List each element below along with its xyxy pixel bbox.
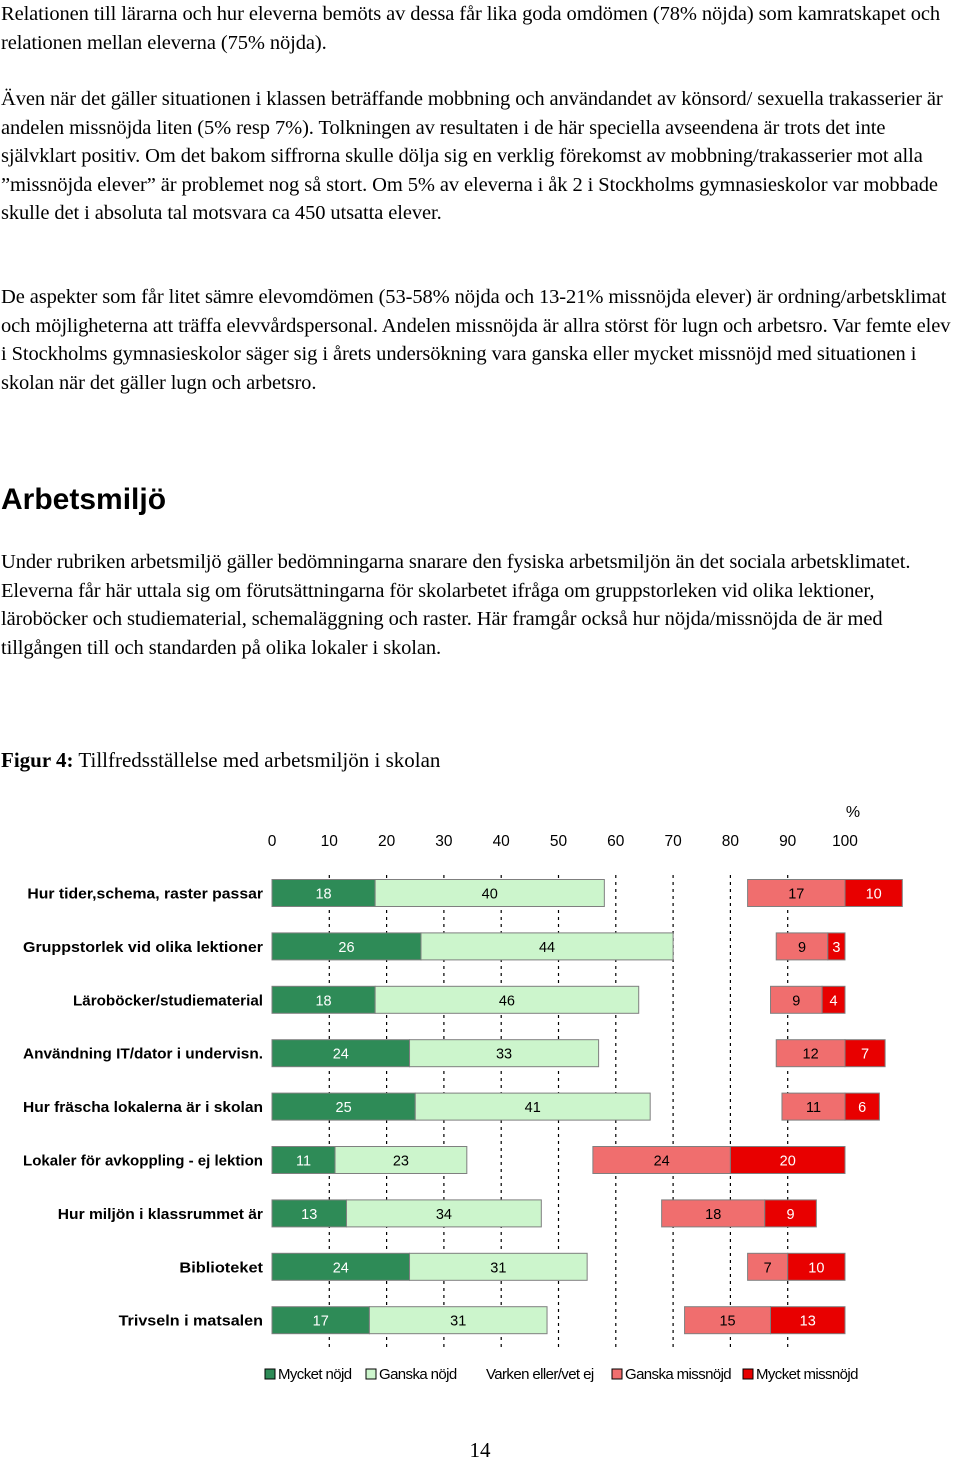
bar-data-label: 18 bbox=[705, 1206, 722, 1223]
legend-label: Varken eller/vet ej bbox=[486, 1366, 594, 1383]
bar-data-label: 15 bbox=[719, 1313, 736, 1330]
x-tick-label: 30 bbox=[435, 833, 453, 850]
chart-x-tick-labels bbox=[268, 804, 860, 850]
category-label: Användning IT/dator i undervisn. bbox=[23, 1045, 263, 1063]
bar-data-label: 24 bbox=[653, 1153, 670, 1170]
bar-data-label: 33 bbox=[495, 1046, 513, 1063]
bar-data-label: 17 bbox=[788, 886, 805, 903]
x-tick-label: 60 bbox=[607, 833, 625, 850]
legend-swatch bbox=[612, 1369, 622, 1379]
satisfaction-chart bbox=[0, 795, 960, 1410]
figure-title: Tillfredsställelse med arbetsmiljön i skolan bbox=[78, 748, 441, 772]
bar-data-label: 20 bbox=[779, 1153, 796, 1170]
legend-swatch bbox=[743, 1369, 753, 1379]
legend-label: Ganska missnöjd bbox=[625, 1366, 732, 1383]
bar-data-label: 24 bbox=[332, 1046, 349, 1063]
bar-data-label: 9 bbox=[797, 939, 807, 956]
chart-legend bbox=[265, 1366, 858, 1383]
bar-data-label: 17 bbox=[312, 1313, 329, 1330]
bar-data-label: 12 bbox=[802, 1046, 819, 1063]
bar-data-label: 26 bbox=[338, 939, 355, 956]
bar-data-label: 7 bbox=[861, 1046, 870, 1063]
legend-label: Ganska nöjd bbox=[379, 1366, 457, 1383]
bar-data-label: 25 bbox=[335, 1100, 352, 1117]
figure-caption bbox=[1, 745, 440, 775]
category-label: Hur fräscha lokalerna är i skolan bbox=[23, 1099, 263, 1117]
bar-data-label: 24 bbox=[332, 1260, 349, 1277]
bar-data-label: 10 bbox=[865, 886, 882, 903]
bar-data-label: 44 bbox=[538, 939, 556, 956]
category-label: Biblioteket bbox=[179, 1259, 263, 1277]
bar-data-label: 41 bbox=[524, 1100, 541, 1117]
x-tick-label: 80 bbox=[721, 833, 740, 850]
bar-data-label: 7 bbox=[763, 1260, 772, 1277]
category-label: Läroböcker/studiematerial bbox=[73, 992, 263, 1010]
legend-label: Mycket missnöjd bbox=[756, 1366, 858, 1383]
bar-data-label: 4 bbox=[829, 993, 838, 1010]
figure-label: Figur 4: bbox=[1, 748, 74, 772]
aspekter-paragraph: De aspekter som får litet sämre elevomdömen (53-58% nöjda och 13-21% missnöjda elever) är ordning/arbetsklimat och möjligheterna att träffa elevvårdspersonal. Andelen missnöjda är allra störst för lugn och arbetsro. Var femte elev i Stockholms gymnasieskolor säger sig i årets undersökning vara ganska eller mycket missnöjd med situationen i skolan när det gäller lugn och arbetsro. bbox=[1, 286, 951, 394]
bar-data-label: 3 bbox=[832, 939, 841, 956]
legend-swatch bbox=[265, 1369, 275, 1379]
bar-data-label: 46 bbox=[498, 993, 516, 1010]
bar-data-label: 9 bbox=[792, 993, 801, 1010]
bar-data-label: 10 bbox=[808, 1260, 825, 1277]
x-tick-label: 20 bbox=[377, 833, 396, 850]
bar-data-label: 31 bbox=[490, 1260, 507, 1277]
arbetsmiljo-paragraph: Under rubriken arbetsmiljö gäller bedömningarna snarare den fysiska arbetsmiljön än det sociala arbetsklimatet. Eleverna får här uttala sig om förutsättningarna för skolarbetet ifråga om gruppstorleken vid olika lektioner, läroböcker och studiematerial, schemaläggning och raster. Här framgår också hur nöjda/missnöjda de är med tillgången till och standarden på olika lokaler i skolan. bbox=[1, 551, 911, 659]
x-tick-label: 90 bbox=[779, 833, 797, 850]
bar-data-label: 18 bbox=[315, 886, 332, 903]
bar-data-label: 13 bbox=[799, 1313, 816, 1330]
x-tick-label: 100 bbox=[832, 833, 858, 850]
legend-label: Mycket nöjd bbox=[278, 1366, 352, 1383]
page-number: 14 bbox=[469, 1438, 491, 1462]
bar-data-label: 23 bbox=[392, 1153, 409, 1170]
bar-data-label: 9 bbox=[786, 1206, 795, 1223]
category-label: Trivseln i matsalen bbox=[118, 1312, 263, 1330]
x-tick-label: 10 bbox=[320, 833, 338, 850]
bar-data-label: 6 bbox=[858, 1100, 867, 1117]
bar-data-label: 40 bbox=[481, 886, 498, 903]
legend-swatch bbox=[366, 1369, 376, 1379]
category-label: Hur tider,schema, raster passar bbox=[27, 885, 264, 903]
section-heading: Arbetsmiljö bbox=[1, 483, 167, 516]
bar-data-label: 11 bbox=[805, 1100, 822, 1117]
bar-data-label: 31 bbox=[450, 1313, 467, 1330]
chart-category-labels bbox=[23, 886, 263, 1330]
mobbning-paragraph: Även när det gäller situationen i klassen beträffande mobbning och användandet av könsord/ sexuella trakasserier är andelen missnöjda liten (5% resp 7%). Tolkningen av resultaten i de här speciella avseendena är trots det inte självklart positiv. Om det bakom siffrorna skulle dölja sig en verklig förekomst av mobbning/trakasserier mot alla ”missnöjda elever” är problemet nog så stort. Om 5% av eleverna i åk 2 i Stockholms gymnasieskolor var mobbade skulle det i absoluta tal motsvara ca 450 utsatta elever. bbox=[1, 88, 943, 225]
category-label: Hur miljön i klassrummet är bbox=[57, 1205, 264, 1223]
chart-unit-label: % bbox=[845, 804, 861, 821]
bar-data-label: 13 bbox=[301, 1206, 318, 1223]
x-tick-label: 50 bbox=[549, 833, 568, 850]
x-tick-label: 40 bbox=[492, 833, 510, 850]
bar-data-label: 34 bbox=[435, 1206, 452, 1223]
bar-data-label: 18 bbox=[315, 993, 332, 1010]
chart-bars bbox=[272, 880, 902, 1334]
category-label: Lokaler för avkoppling - ej lektion bbox=[23, 1152, 263, 1170]
intro-paragraph: Relationen till lärarna och hur eleverna bemöts av dessa får lika goda omdömen (78% nöjda) som kamratskapet och relationen mellan eleverna (75% nöjda). bbox=[1, 3, 940, 54]
x-tick-label: 0 bbox=[267, 833, 277, 850]
bar-data-label: 11 bbox=[295, 1153, 312, 1170]
category-label: Gruppstorlek vid olika lektioner bbox=[23, 938, 264, 956]
x-tick-label: 70 bbox=[664, 833, 682, 850]
